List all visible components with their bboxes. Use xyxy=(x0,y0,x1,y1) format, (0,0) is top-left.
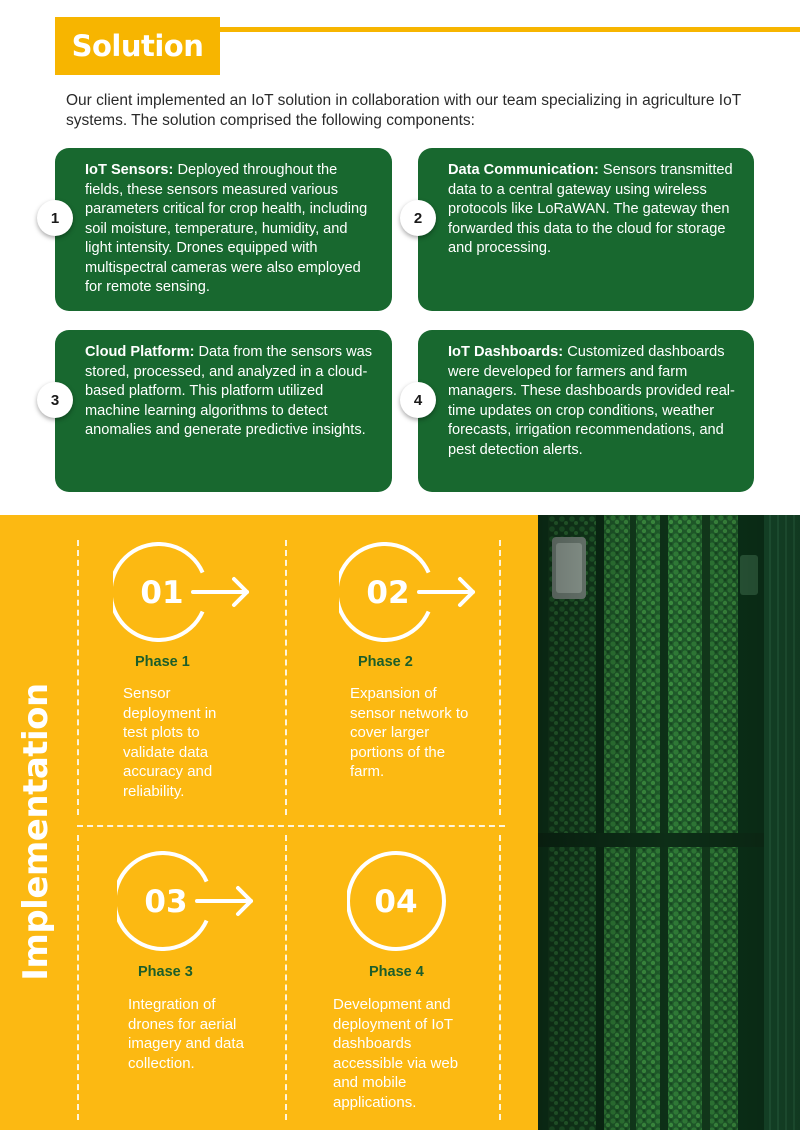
phase-4-number: 04 xyxy=(374,884,418,920)
component-card-cloud-platform xyxy=(55,330,392,492)
phase-2-text: Expansion of sensor network to cover larger portions of the farm. xyxy=(350,685,469,780)
implementation-title: Implementation xyxy=(16,683,56,981)
number-badge-1: 1 xyxy=(37,200,73,236)
number-badge-4: 4 xyxy=(400,382,436,418)
phase-4-label: Phase 4 xyxy=(369,964,424,980)
component-card-iot-dashboards xyxy=(418,330,754,492)
phase-3-text: Integration of drones for aerial imagery and data collection. xyxy=(128,996,244,1072)
card-title: Data Communication: xyxy=(448,162,599,178)
divider xyxy=(499,835,501,1120)
section-title-box xyxy=(55,17,220,75)
phase-3-icon xyxy=(117,851,257,951)
divider xyxy=(499,540,501,815)
phase-4-icon xyxy=(347,851,487,951)
phase-1-label: Phase 1 xyxy=(135,654,190,670)
divider xyxy=(285,835,287,1120)
card-text: Sensors transmitted data to a central gateway using wireless protocols like LoRaWAN. The gateway then forwarded this data to the cloud for storage and processing. xyxy=(448,162,733,256)
intro-paragraph: Our client implemented an IoT solution in collaboration with our team specializing in agriculture IoT systems. The solution comprised the following components: xyxy=(66,92,741,129)
phase-1-icon xyxy=(113,542,253,642)
number-badge-3: 3 xyxy=(37,382,73,418)
phase-1-number: 01 xyxy=(140,575,184,611)
number-badge-2: 2 xyxy=(400,200,436,236)
component-card-iot-sensors xyxy=(55,148,392,311)
card-text: Customized dashboards were developed for farmers and farm managers. These dashboards provided real-time updates on crop conditions, weather forecasts, irrigation recommendations, and pest detection alerts. xyxy=(448,344,735,458)
card-text: Deployed throughout the fields, these sensors measured various parameters critical for crop health, including soil moisture, temperature, humidity, and light intensity. Drones equipped with multispectral cameras were also employed for remote sensing. xyxy=(85,162,368,295)
divider xyxy=(77,540,79,815)
phase-2-label: Phase 2 xyxy=(358,654,413,670)
phase-2-icon xyxy=(339,542,479,642)
section-title: Solution xyxy=(71,29,204,63)
card-title: IoT Dashboards: xyxy=(448,344,564,360)
aerial-farm-image xyxy=(538,515,800,1130)
component-card-data-communication xyxy=(418,148,754,311)
phase-3-label: Phase 3 xyxy=(138,964,193,980)
card-text: Data from the sensors was stored, processed, and analyzed in a cloud-based platform. This platform utilized machine learning algorithms to detect anomalies and generate predictive insights. xyxy=(85,344,373,438)
phase-4-text: Development and deployment of IoT dashboards accessible via web and mobile applications. xyxy=(333,996,459,1111)
header-rule xyxy=(215,27,800,32)
phase-2-number: 02 xyxy=(366,575,410,611)
phase-1-text: Sensor deployment in test plots to validate data accuracy and reliability. xyxy=(123,685,217,800)
divider xyxy=(77,825,505,827)
phase-3-number: 03 xyxy=(144,884,188,920)
card-title: Cloud Platform: xyxy=(85,344,195,360)
card-title: IoT Sensors: xyxy=(85,162,174,178)
divider xyxy=(77,835,79,1120)
divider xyxy=(285,540,287,815)
